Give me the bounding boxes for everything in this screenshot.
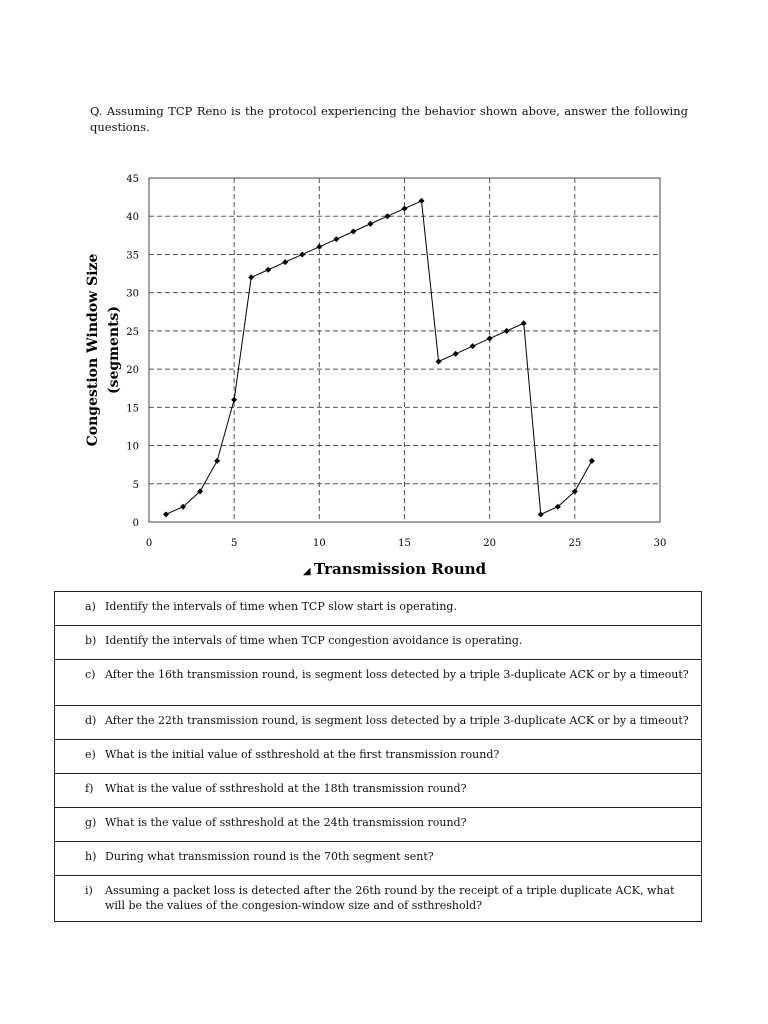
y-tick-label: 40 xyxy=(126,212,139,224)
series-points xyxy=(163,198,595,517)
y-tick-label: 45 xyxy=(126,174,139,185)
data-point xyxy=(384,213,390,219)
question-text: Identify the intervals of time when TCP slow start is operating. xyxy=(105,600,457,613)
data-point xyxy=(538,511,544,517)
question-row xyxy=(55,876,702,922)
chart-grid xyxy=(149,178,660,522)
question-row xyxy=(55,660,702,706)
data-point xyxy=(282,259,288,265)
data-point xyxy=(163,511,169,517)
congestion-window-chart xyxy=(0,160,768,590)
data-point xyxy=(436,358,442,364)
question-text: What is the value of ssthreshold at the 18th transmission round? xyxy=(105,782,467,795)
question-row xyxy=(55,740,702,774)
question-row xyxy=(55,808,702,842)
x-axis-label-text: Transmission Round xyxy=(314,560,487,578)
data-point xyxy=(504,328,510,334)
x-tick-label: 5 xyxy=(230,538,238,549)
data-point xyxy=(419,198,425,204)
question-cell xyxy=(55,876,702,922)
question-letter: c) xyxy=(85,668,96,681)
questions-table xyxy=(54,591,702,922)
y-tick-labels xyxy=(126,174,139,529)
y-axis-label: Congestion Window Size xyxy=(85,253,101,447)
x-axis-label xyxy=(303,560,487,578)
x-tick-label: 30 xyxy=(653,538,667,549)
data-point xyxy=(299,251,305,257)
triangle-icon: ◢ xyxy=(302,566,315,577)
question-row xyxy=(55,774,702,808)
x-tick-label: 25 xyxy=(568,538,582,549)
data-point xyxy=(589,458,595,464)
question-letter: g) xyxy=(85,816,97,829)
data-point xyxy=(333,236,339,242)
question-row xyxy=(55,706,702,740)
question-text: What is the value of ssthreshold at the 24th transmission round? xyxy=(105,816,467,829)
data-point xyxy=(367,221,373,227)
y-tick-label: 25 xyxy=(126,326,139,338)
question-letter: d) xyxy=(85,714,97,727)
question-intro: Q. Assuming TCP Reno is the protocol experiencing the behavior shown above, answer the following questions. xyxy=(90,104,688,134)
data-point xyxy=(316,244,322,250)
x-tick-label: 0 xyxy=(145,538,153,549)
question-cell xyxy=(55,660,702,706)
question-letter: f) xyxy=(85,782,94,795)
question-text: Assuming a packet loss is detected after the 26th round by the receipt of a triple duplicate ACK, what will be the values of the congesion-window size and of ssthreshold? xyxy=(105,884,675,912)
y-tick-label: 35 xyxy=(126,250,139,262)
data-point xyxy=(265,267,271,273)
y-tick-label: 10 xyxy=(126,441,139,453)
x-tick-labels xyxy=(146,538,667,549)
question-letter: i) xyxy=(85,884,93,897)
question-letter: h) xyxy=(85,850,97,863)
question-cell xyxy=(55,626,702,660)
question-text: After the 22th transmission round, is segment loss detected by a triple 3-duplicate ACK or by a timeout? xyxy=(105,714,689,727)
question-letter: e) xyxy=(85,748,96,761)
question-text: After the 16th transmission round, is segment loss detected by a triple 3-duplicate ACK or by a timeout? xyxy=(105,668,689,681)
data-point xyxy=(402,206,408,212)
question-letter: b) xyxy=(85,634,97,647)
data-point xyxy=(231,397,237,403)
y-tick-label: 20 xyxy=(126,365,139,377)
question-cell xyxy=(55,808,702,842)
question-cell xyxy=(55,706,702,740)
data-point xyxy=(521,320,527,326)
x-tick-label: 15 xyxy=(398,538,411,549)
question-cell xyxy=(55,774,702,808)
y-axis-label-units: (segments) xyxy=(106,305,122,395)
data-point xyxy=(248,274,254,280)
question-row xyxy=(55,626,702,660)
x-tick-label: 10 xyxy=(312,538,326,549)
question-letter: a) xyxy=(85,600,96,613)
question-cell xyxy=(55,842,702,876)
question-row xyxy=(55,842,702,876)
y-tick-label: 15 xyxy=(126,403,139,415)
data-point xyxy=(470,343,476,349)
question-text: Identify the intervals of time when TCP congestion avoidance is operating. xyxy=(105,634,523,647)
question-text: What is the initial value of ssthreshold at the first transmission round? xyxy=(105,748,500,761)
series-line xyxy=(166,201,592,514)
question-text: During what transmission round is the 70th segment sent? xyxy=(105,850,434,863)
data-point xyxy=(350,229,356,235)
data-point xyxy=(214,458,220,464)
question-cell xyxy=(55,592,702,626)
y-tick-label: 0 xyxy=(132,518,139,529)
data-point xyxy=(453,351,459,357)
question-cell xyxy=(55,740,702,774)
question-row xyxy=(55,592,702,626)
y-tick-label: 30 xyxy=(126,288,139,300)
y-tick-label: 5 xyxy=(132,479,139,491)
x-tick-label: 20 xyxy=(483,538,497,549)
data-point xyxy=(487,336,493,342)
